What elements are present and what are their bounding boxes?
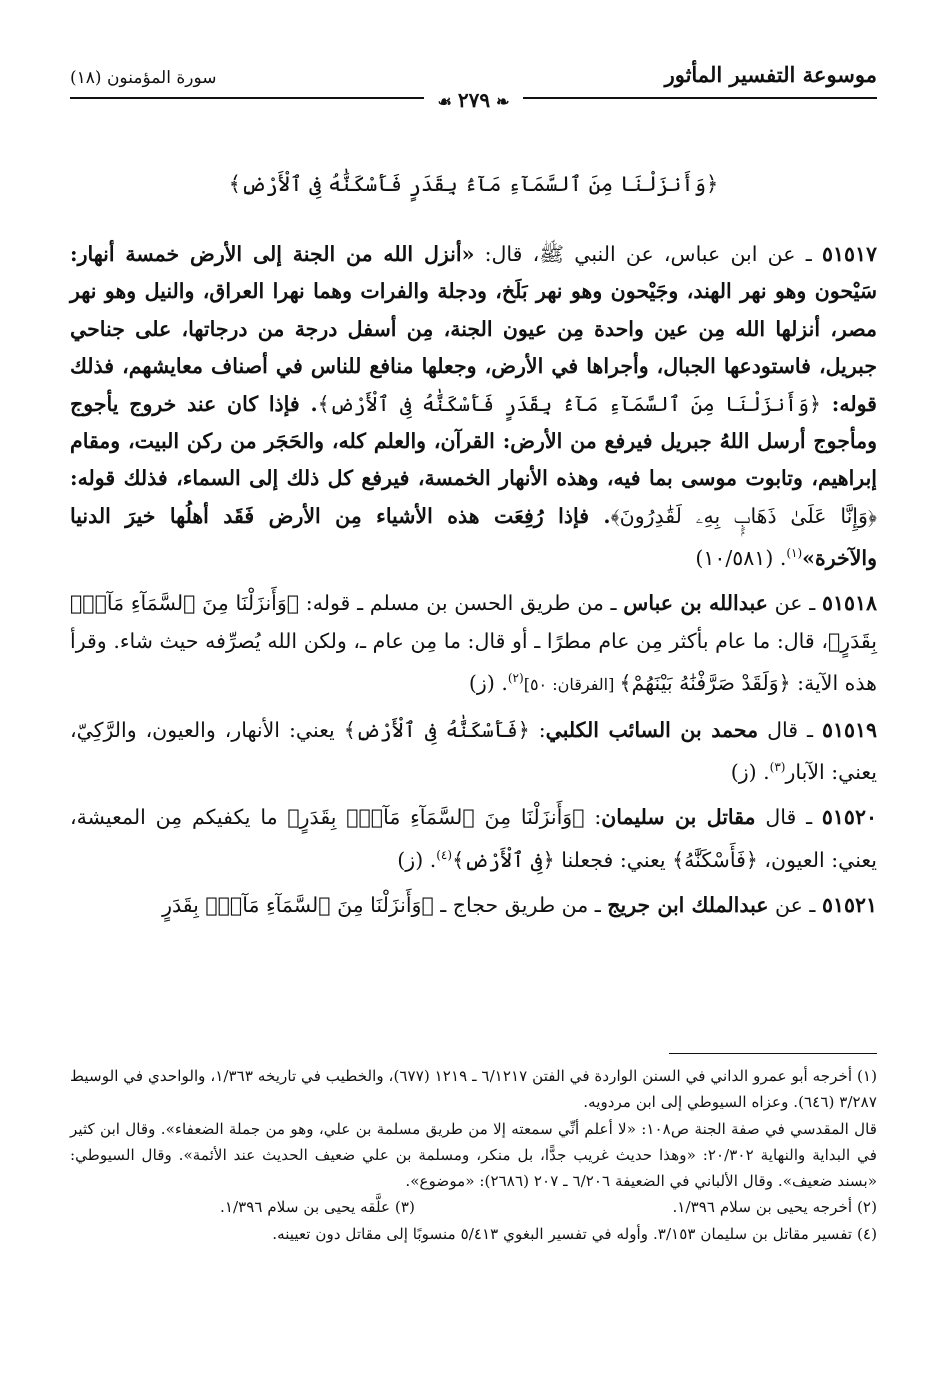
entry-number: ٥١٥١٨ (821, 591, 878, 616)
entry-number: ٥١٥٢١ (821, 892, 877, 917)
footnote-3: (٣) علَّقه يحيى بن سلام ١/٣٩٦. (220, 1198, 415, 1217)
verse-heading: ﴿وَأَنزَلْنَا مِنَ ٱلسَّمَآءِ مَآءَۢ بِقَدَرٍ فَأَسْكَنَّٰهُ فِى ٱلْأَرْضِ﴾ (228, 172, 719, 196)
entry-5520: ٥١٥٢٠ ـ قال مقاتل بن سليمان: ﴿وَأَنزَلْنَا مِنَ ٱلسَّمَآءِ مَآءَۢ بِقَدَرٍ﴾ ما يكفيكم مِن المعيشة، يعني: العيون، ﴿فَأَسْكَنَّٰهُ﴾ يعني: فجعلنا ﴿فِى ٱلْأَرْضِ﴾$^{(٤)}$. (ز) (70, 805, 877, 872)
quran-quote: ﴿وَإِنَّا عَلَىٰ ذَهَابٍۭ بِهِۦ لَقَٰدِرُونَ﴾ (610, 503, 877, 528)
quran-quote: ﴿فَأَسْكَنَّٰهُ﴾ (672, 847, 758, 872)
surah-reference: [الفرقان: ٥٠] (523, 675, 620, 695)
narrator-name: محمد بن السائب الكلبي (545, 717, 759, 742)
footnote-4: (٤) تفسير مقاتل بن سليمان ٣/١٥٣. وأوله في تفسير البغوي ٥/٤١٣ منسوبًا إلى مقاتل دون تعيينه. (272, 1224, 877, 1243)
quran-quote: ﴿فِى ٱلْأَرْضِ﴾ (452, 847, 555, 872)
quran-quote: ﴿وَأَنزَلْنَا مِنَ ٱلسَّمَآءِ مَآءَۢ بِقَدَرٍ (162, 892, 434, 917)
footnote-1-note: قال المقدسي في صفة الجنة ص١٠٨: «لا أعلم أنِّي سمعته إلا من طريق مسلمة بن علي، وهو من جملة الضعفاء». وقال ابن كثير في البداية والنهاية ٢٠/٣٠٢: «وهذا حديث غريب جدًّا، بل منكر، ومسلمة بن علي ضعيف الحديث عند الأئمة». وقال السيوطي: «بسند ضعيف». وقال الألباني في الضعيفة ٦/٢٠٦ ـ ٢٠٧ (٢٦٨٦): «موضوع». (70, 1119, 877, 1191)
main-text (70, 236, 877, 932)
entry-5521: ٥١٥٢١ ـ عن عبدالملك ابن جريج ـ من طريق حجاج ـ ﴿وَأَنزَلْنَا مِنَ ٱلسَّمَآءِ مَآءَۢ بِقَدَرٍ (162, 892, 877, 917)
page-number: ❧٢٧٩☙ (424, 88, 524, 112)
quran-quote: ﴿وَلَقَدْ صَرَّفْنَٰهُ بَيْنَهُمْ﴾ (619, 671, 791, 696)
entry-5517: ٥١٥١٧ ـ عن ابن عباس، عن النبي ﷺ، قال: «أنزل الله من الجنة إلى الأرض خمسة أنهار: سَيْحون وهو نهر الهند، وجَيْحون وهو نهر بَلَخ، ودجلة والفرات وهما نهرا العراق، والنيل وهو نهر مصر، أنزلها الله مِن عين واحدة مِن عيون الجنة، مِن أسفل درجة من درجاتها، على جناحي جبريل، فاستودعها الجبال، وأجراها في الأرض، وجعلها منافع للناس في أصناف معايشهم، فذلك قوله: ﴿وَأَنزَلْنَا مِنَ ٱلسَّمَآءِ مَآءَۢ بِقَدَرٍ فَأَسْكَنَّٰهُ فِى ٱلْأَرْضِ﴾. فإذا كان عند خروج يأجوج ومأجوج أرسل اللهُ جبريل فيرفع من الأرض: القرآن، والعلم كله، والحَجَر من ركن البيت، ومقام إبراهيم، وتابوت موسى بما فيه، وهذه الأنهار الخمسة، فيرفع كل ذلك إلى السماء، فذلك قوله: ﴿وَإِنَّا عَلَىٰ ذَهَابٍۭ بِهِۦ لَقَٰدِرُونَ﴾. فإذا رُفِعَت هذه الأشياء مِن الأرض فَقَد أهلُها خيرَ الدنيا والآخرة»$^{(١)}$. (١٠/٥٨١) (70, 242, 877, 571)
surah-label: سورة المؤمنون (١٨) (70, 68, 217, 88)
footnote-ref: (١) (786, 546, 803, 561)
quran-quote: ﴿وَأَنزَلْنَا مِنَ ٱلسَّمَآءِ مَآءَۢ بِقَدَرٍ﴾ (70, 591, 877, 653)
narrator-name: مقاتل بن سليمان (601, 805, 756, 830)
footnote-ref: (٤) (436, 847, 453, 862)
quran-quote: ﴿وَأَنزَلْنَا مِنَ ٱلسَّمَآءِ مَآءَۢ بِقَدَرٍ﴾ (287, 805, 585, 830)
ornament-icon: ❧ (496, 92, 510, 111)
book-title: موسوعة التفسير المأثور (664, 62, 877, 87)
hadith-text: «أنزل الله من الجنة إلى الأرض خمسة أنهار: سَيْحون وهو نهر الهند، وجَيْحون وهو نهر بَلَخ، ودجلة والفرات وهما نهرا العراق، والنيل وهو نهر مصر، أنزلها الله مِن عين واحدة مِن عيون الجنة، مِن أسفل درجة من درجاتها، على جناحي جبريل، فاستودعها الجبال، وأجراها في الأرض، وجعلها منافع للناس في أصناف معايشهم، فذلك قوله: (70, 242, 877, 416)
entry-number: ٥١٥١٧ (821, 242, 877, 266)
entry-5518: ٥١٥١٨ ـ عن عبدالله بن عباس ـ من طريق الحسن بن مسلم ـ قوله: ﴿وَأَنزَلْنَا مِنَ ٱلسَّمَآءِ مَآءَۢ بِقَدَرٍ﴾، قال: ما عام بأكثر مِن عام مطرًا ـ أو قال: ما مِن عام ـ، ولكن الله يُصرِّفه حيث شاء. وقرأ هذه الآية: ﴿وَلَقَدْ صَرَّفْنَٰهُ بَيْنَهُمْ﴾ [الفرقان: ٥٠]$^{(٢)}$. (ز) (70, 591, 878, 696)
ornament-icon: ☙ (437, 92, 452, 111)
entry-number: ٥١٥١٩ (821, 717, 878, 742)
footnote-rule (669, 1053, 877, 1054)
footnotes (70, 1063, 877, 1247)
quran-quote: ﴿فَأَسْكَنَّٰهُ فِى ٱلْأَرْضِ﴾ (343, 717, 530, 742)
quran-quote: ﴿وَأَنزَلْنَا مِنَ ٱلسَّمَآءِ مَآءَۢ بِقَدَرٍ فَأَسْكَنَّٰهُ فِى ٱلْأَرْضِ﴾ (317, 391, 822, 416)
narrator-name: عبدالله بن عباس (623, 591, 768, 616)
footnote-2: (٢) أخرجه يحيى بن سلام ١/٣٩٦. (672, 1198, 877, 1217)
narrator-name: عبدالملك ابن جريج (607, 892, 769, 917)
entry-5519: ٥١٥١٩ ـ قال محمد بن السائب الكلبي: ﴿فَأَسْكَنَّٰهُ فِى ٱلْأَرْضِ﴾ يعني: الأنهار، والعيون، والرَّكِيّ، يعني: الآبار$^{(٣)}$. (ز) (70, 717, 878, 784)
footnote-ref: (٣) (769, 759, 786, 774)
footnote-ref: (٢) (507, 671, 524, 686)
footnote-1: (١) أخرجه أبو عمرو الداني في السنن الواردة في الفتن ٦/١٢١٧ ـ ١٢١٩ (٦٧٧)، والخطيب في تاريخه ١/٣٦٣، والواحدي في الوسيط ٣/٢٨٧ (٦٤٦). وعزاه السيوطي إلى ابن مردويه. (70, 1067, 878, 1112)
entry-number: ٥١٥٢٠ (821, 805, 877, 830)
